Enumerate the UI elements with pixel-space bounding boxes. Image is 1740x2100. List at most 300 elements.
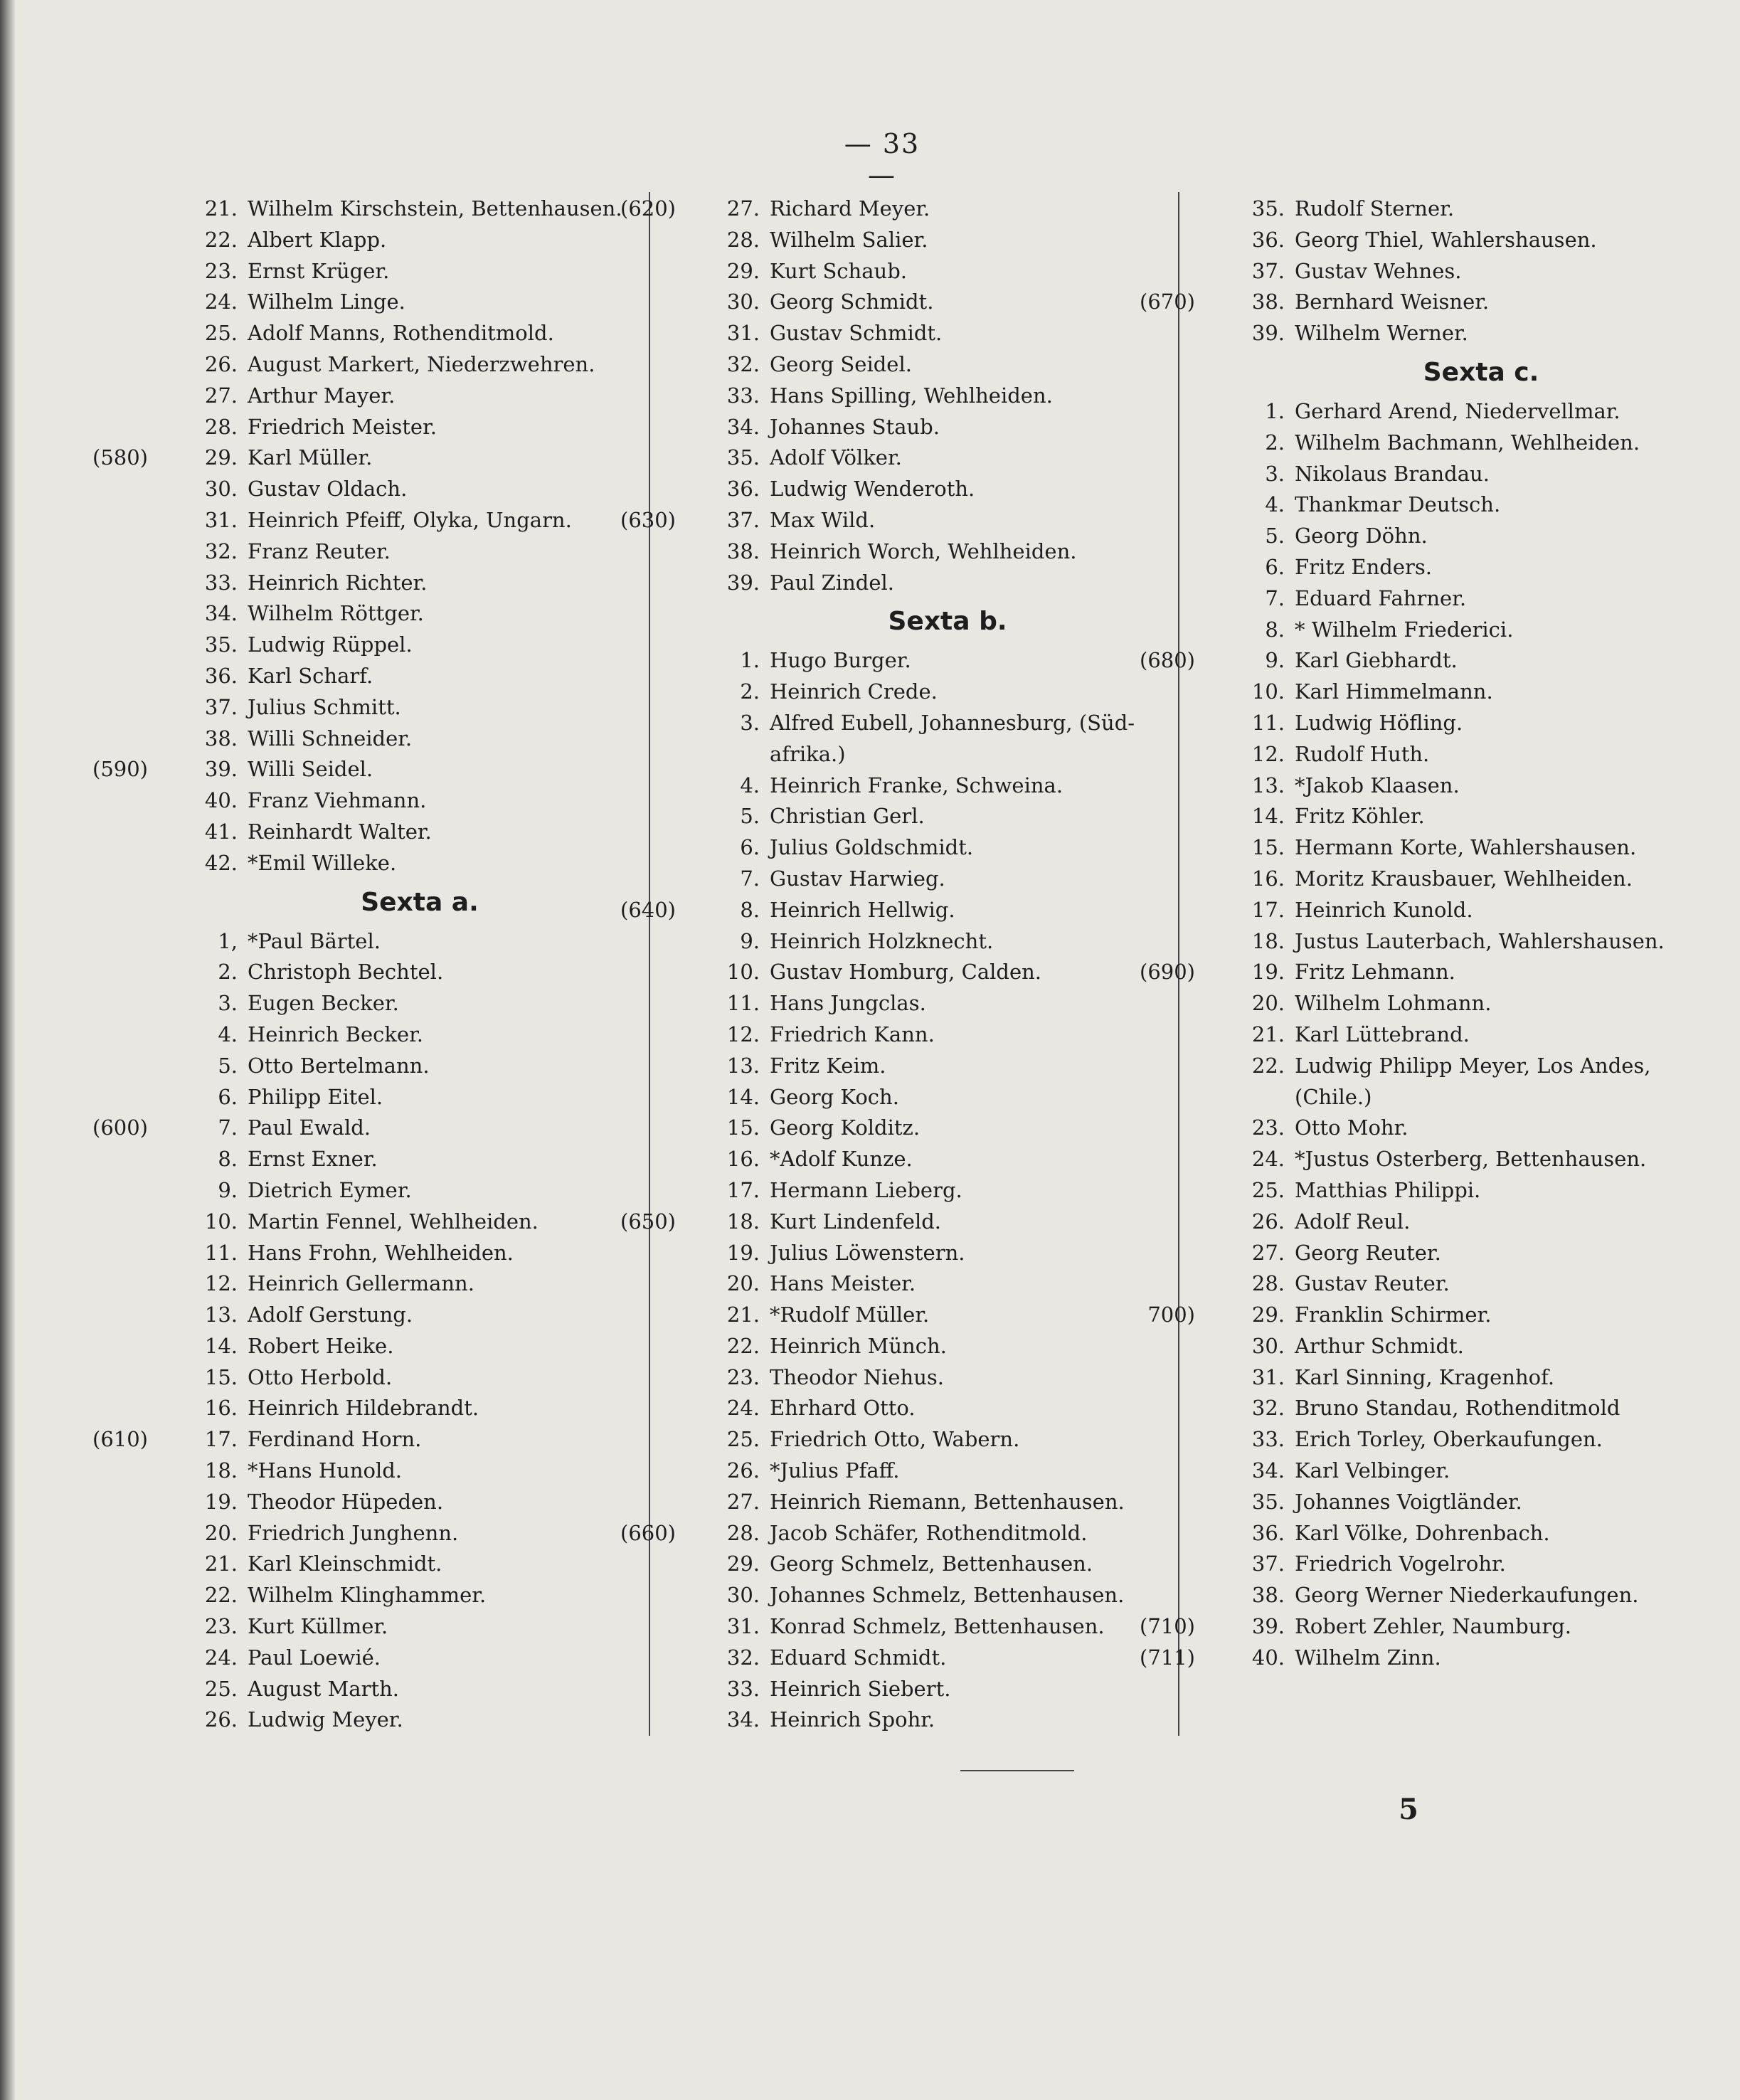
list-item bbox=[1239, 801, 1723, 832]
entry-number: 37. bbox=[204, 694, 238, 719]
list-item bbox=[1239, 1424, 1723, 1455]
student-name: afrika.) bbox=[770, 741, 846, 766]
list-item bbox=[720, 1238, 1175, 1269]
entry-number: 1, bbox=[218, 928, 238, 953]
entry-number: 25. bbox=[726, 1427, 760, 1452]
col1-entries-sexta-a bbox=[92, 926, 647, 1736]
list-item bbox=[720, 708, 1175, 739]
list-item bbox=[1239, 552, 1723, 583]
entry-number: 22. bbox=[726, 1333, 760, 1358]
list-item bbox=[1239, 1175, 1723, 1207]
entry-number: 37. bbox=[1251, 1552, 1285, 1576]
entry-number: 24. bbox=[726, 1396, 760, 1421]
student-name: Fritz Lehmann. bbox=[1295, 960, 1455, 985]
entry-number: 40. bbox=[204, 788, 238, 813]
list-item bbox=[1239, 1549, 1723, 1580]
list-item bbox=[1239, 583, 1723, 615]
entry-number: 23. bbox=[204, 258, 238, 283]
student-name: Arthur Schmidt. bbox=[1295, 1333, 1464, 1358]
student-name: Friedrich Vogelrohr. bbox=[1295, 1552, 1506, 1576]
list-item bbox=[1147, 1300, 1723, 1331]
entry-number: 34. bbox=[726, 1707, 760, 1732]
list-item bbox=[720, 801, 1175, 832]
running-count-mark: (590) bbox=[92, 757, 148, 782]
student-name: Karl Sinning, Kragenhof. bbox=[1295, 1364, 1555, 1389]
entry-number: 9. bbox=[218, 1177, 238, 1202]
entry-number: 17. bbox=[1251, 897, 1285, 922]
entry-number: 10. bbox=[204, 1209, 238, 1234]
entry-number: 19. bbox=[1251, 960, 1285, 985]
list-item bbox=[192, 1268, 647, 1300]
list-item bbox=[1239, 396, 1723, 428]
running-count-mark: 700) bbox=[1147, 1303, 1195, 1327]
student-name: Kurt Schaub. bbox=[770, 258, 907, 283]
list-item bbox=[1140, 957, 1723, 988]
student-name: Kurt Küllmer. bbox=[248, 1614, 388, 1639]
student-name: Justus Lauterbach, Wahlershausen. bbox=[1295, 928, 1665, 953]
list-item bbox=[1239, 428, 1723, 459]
student-name: *Emil Willeke. bbox=[248, 850, 397, 875]
list-item bbox=[192, 848, 647, 879]
entry-number: 21. bbox=[726, 1303, 760, 1327]
list-item bbox=[720, 474, 1175, 505]
running-count-mark: (680) bbox=[1140, 648, 1195, 673]
student-name: Alfred Eubell, Johannesburg, (Süd- bbox=[770, 710, 1135, 735]
student-name: Heinrich Hildebrandt. bbox=[248, 1396, 479, 1421]
list-item bbox=[1239, 926, 1723, 958]
running-count-mark: (620) bbox=[620, 196, 676, 221]
entry-number: 23. bbox=[204, 1614, 238, 1639]
list-item bbox=[720, 1175, 1175, 1207]
list-item bbox=[720, 957, 1175, 988]
entry-number: 29. bbox=[1251, 1303, 1285, 1327]
list-item bbox=[192, 1580, 647, 1611]
entry-number: 6. bbox=[218, 1084, 238, 1109]
list-item bbox=[720, 256, 1175, 287]
student-name: Heinrich Richter. bbox=[248, 570, 428, 595]
list-item bbox=[192, 1300, 647, 1331]
entry-number: 39. bbox=[1251, 1614, 1285, 1639]
student-name: Karl Müller. bbox=[248, 445, 373, 470]
student-name: Wilhelm Röttger. bbox=[248, 601, 424, 626]
student-name: Adolf Manns, Rothenditmold. bbox=[248, 321, 554, 346]
list-item bbox=[192, 1331, 647, 1362]
list-item bbox=[1239, 615, 1723, 646]
student-name: Willi Schneider. bbox=[248, 726, 413, 751]
entry-number: 36. bbox=[1251, 227, 1285, 252]
entry-number: 33. bbox=[726, 383, 760, 408]
list-item bbox=[192, 598, 647, 630]
student-name: Georg Schmidt. bbox=[770, 290, 934, 314]
list-item bbox=[1239, 318, 1723, 349]
entry-number: 33. bbox=[726, 1676, 760, 1701]
student-name: Robert Heike. bbox=[248, 1333, 394, 1358]
entry-number: 32. bbox=[726, 351, 760, 376]
entry-number: 41. bbox=[204, 819, 238, 844]
list-item bbox=[192, 349, 647, 381]
entry-number: 38. bbox=[726, 539, 760, 563]
section-heading-sexta-a: Sexta a. bbox=[361, 887, 479, 917]
entry-number: 13. bbox=[204, 1303, 238, 1327]
list-item bbox=[192, 1643, 647, 1674]
entry-number: 6. bbox=[740, 835, 760, 860]
col3-entries-top bbox=[1140, 193, 1723, 349]
student-name: Paul Zindel. bbox=[770, 570, 894, 595]
entry-number: 17. bbox=[204, 1427, 238, 1452]
list-item bbox=[1239, 864, 1723, 895]
student-name: Franz Viehmann. bbox=[248, 788, 427, 813]
list-item bbox=[1239, 1268, 1723, 1300]
entry-number: 30. bbox=[726, 290, 760, 314]
running-count-mark: (690) bbox=[1140, 960, 1195, 985]
entry-number: 35. bbox=[204, 632, 238, 657]
student-name: Friedrich Otto, Wabern. bbox=[770, 1427, 1020, 1452]
entry-number: 22. bbox=[204, 1583, 238, 1608]
entry-number: 16. bbox=[1251, 866, 1285, 891]
list-item bbox=[720, 1487, 1175, 1518]
list-item bbox=[1239, 1393, 1723, 1424]
student-name: Dietrich Eymer. bbox=[248, 1177, 412, 1202]
list-item bbox=[192, 1487, 647, 1518]
entry-number: 5. bbox=[218, 1053, 238, 1078]
entry-number: 8. bbox=[740, 897, 760, 922]
list-item bbox=[1239, 225, 1723, 256]
running-count-mark: (650) bbox=[620, 1209, 676, 1234]
running-count-mark: (670) bbox=[1140, 290, 1195, 314]
entry-number: 7. bbox=[740, 866, 760, 891]
list-item bbox=[192, 1518, 647, 1549]
student-name: Heinrich Franke, Schweina. bbox=[770, 773, 1063, 797]
column-divider-left bbox=[649, 192, 650, 1736]
list-item bbox=[192, 692, 647, 723]
student-name: Albert Klapp. bbox=[248, 227, 387, 252]
student-name: Ludwig Rüppel. bbox=[248, 632, 413, 657]
entry-number: 2. bbox=[1265, 430, 1285, 455]
entry-number: 3. bbox=[740, 710, 760, 735]
entry-number: 29. bbox=[726, 1552, 760, 1576]
entry-number: 9. bbox=[1265, 648, 1285, 673]
student-name: Gustav Schmidt. bbox=[770, 321, 943, 346]
list-item bbox=[720, 412, 1175, 443]
student-name: Kurt Lindenfeld. bbox=[770, 1209, 942, 1234]
list-item bbox=[720, 1051, 1175, 1082]
student-name: Wilhelm Zinn. bbox=[1295, 1645, 1441, 1670]
list-item bbox=[720, 1362, 1175, 1394]
student-name: Arthur Mayer. bbox=[248, 383, 396, 408]
list-item bbox=[192, 381, 647, 412]
student-name: *Justus Osterberg, Bettenhausen. bbox=[1295, 1147, 1647, 1172]
student-name: Heinrich Gellermann. bbox=[248, 1271, 474, 1296]
entry-number: 36. bbox=[1251, 1520, 1285, 1545]
student-name: Julius Löwenstern. bbox=[770, 1240, 965, 1265]
student-name: Friedrich Junghenn. bbox=[248, 1520, 459, 1545]
student-name: Adolf Völker. bbox=[770, 445, 902, 470]
student-name: Karl Giebhardt. bbox=[1295, 648, 1458, 673]
student-name: Otto Mohr. bbox=[1295, 1115, 1409, 1140]
entry-number: 21. bbox=[1251, 1022, 1285, 1046]
entry-number: 33. bbox=[204, 570, 238, 595]
student-name: Hans Jungclas. bbox=[770, 991, 926, 1016]
list-item bbox=[192, 1549, 647, 1580]
student-name: Reinhardt Walter. bbox=[248, 819, 432, 844]
entry-number: 29. bbox=[726, 258, 760, 283]
list-item bbox=[192, 723, 647, 755]
student-name: Gustav Oldach. bbox=[248, 477, 408, 502]
list-item bbox=[92, 1424, 647, 1455]
entry-number: 37. bbox=[1251, 258, 1285, 283]
student-name: Adolf Gerstung. bbox=[248, 1303, 413, 1327]
list-item bbox=[1239, 1362, 1723, 1394]
list-item bbox=[1239, 770, 1723, 802]
student-name: Hermann Lieberg. bbox=[770, 1177, 962, 1202]
entry-number: 7. bbox=[1265, 585, 1285, 610]
entry-number: 20. bbox=[1251, 991, 1285, 1016]
entry-number: 31. bbox=[1251, 1364, 1285, 1389]
student-name: Hans Frohn, Wehlheiden. bbox=[248, 1240, 514, 1265]
student-name: Georg Döhn. bbox=[1295, 524, 1428, 548]
entry-number: 34. bbox=[1251, 1458, 1285, 1483]
entry-number: 28. bbox=[204, 414, 238, 439]
list-item bbox=[720, 318, 1175, 349]
student-name: Johannes Schmelz, Bettenhausen. bbox=[770, 1583, 1125, 1608]
student-name: Friedrich Kann. bbox=[770, 1022, 935, 1046]
running-count-mark: (600) bbox=[92, 1115, 148, 1140]
list-item bbox=[720, 1268, 1175, 1300]
student-name: *Jakob Klaasen. bbox=[1295, 773, 1460, 797]
list-item bbox=[1239, 1238, 1723, 1269]
entry-number: 26. bbox=[726, 1458, 760, 1483]
entry-number: 21. bbox=[204, 1552, 238, 1576]
student-name: Ludwig Wenderoth. bbox=[770, 477, 975, 502]
student-name: Hugo Burger. bbox=[770, 648, 911, 673]
student-name: Heinrich Worch, Wehlheiden. bbox=[770, 539, 1077, 563]
list-item bbox=[720, 1300, 1175, 1331]
entry-number: 18. bbox=[726, 1209, 760, 1234]
list-item bbox=[720, 1549, 1175, 1580]
student-name: Gerhard Arend, Niedervellmar. bbox=[1295, 398, 1620, 423]
entry-number: 32. bbox=[726, 1645, 760, 1670]
signature-mark: 5 bbox=[1399, 1793, 1418, 1826]
student-name: Jacob Schäfer, Rothenditmold. bbox=[770, 1520, 1088, 1545]
entry-number: 28. bbox=[726, 227, 760, 252]
student-name: Gustav Homburg, Calden. bbox=[770, 960, 1041, 985]
entry-number: 26. bbox=[204, 351, 238, 376]
entry-number: 3. bbox=[1265, 461, 1285, 486]
student-name: Hans Spilling, Wehlheiden. bbox=[770, 383, 1053, 408]
student-name: Hermann Korte, Wahlershausen. bbox=[1295, 835, 1637, 860]
entry-number: 35. bbox=[726, 445, 760, 470]
student-name: Heinrich Münch. bbox=[770, 1333, 947, 1358]
entry-number: 39. bbox=[1251, 321, 1285, 346]
entry-number: 20. bbox=[204, 1520, 238, 1545]
list-item bbox=[720, 677, 1175, 708]
list-item bbox=[1239, 1455, 1723, 1487]
entry-number: 39. bbox=[726, 570, 760, 595]
student-name: Christoph Bechtel. bbox=[248, 960, 444, 985]
entry-number: 16. bbox=[726, 1147, 760, 1172]
student-name: Adolf Reul. bbox=[1295, 1209, 1411, 1234]
scan-edge-shadow bbox=[0, 0, 16, 2100]
entry-number: 5. bbox=[1265, 524, 1285, 548]
list-item bbox=[620, 1518, 1175, 1549]
student-name: Franklin Schirmer. bbox=[1295, 1303, 1492, 1327]
list-item bbox=[1239, 256, 1723, 287]
student-name: Georg Kolditz. bbox=[770, 1115, 921, 1140]
student-name: Heinrich Kunold. bbox=[1295, 897, 1473, 922]
entry-number: 27. bbox=[1251, 1240, 1285, 1265]
entry-number: 13. bbox=[1251, 773, 1285, 797]
list-item bbox=[192, 1611, 647, 1643]
list-item bbox=[1239, 459, 1723, 490]
entry-number: 27. bbox=[726, 1489, 760, 1514]
entry-number: 30. bbox=[726, 1583, 760, 1608]
section-heading-sexta-b: Sexta b. bbox=[888, 607, 1007, 637]
page-number: — 33 — bbox=[844, 128, 921, 191]
student-name: Fritz Enders. bbox=[1295, 554, 1432, 579]
list-item bbox=[720, 1455, 1175, 1487]
list-item bbox=[192, 256, 647, 287]
list-item bbox=[192, 1238, 647, 1269]
student-name: Wilhelm Linge. bbox=[248, 290, 405, 314]
entry-number: 39. bbox=[204, 757, 238, 782]
student-name: Wilhelm Lohmann. bbox=[1295, 991, 1492, 1016]
entry-number: 34. bbox=[204, 601, 238, 626]
student-name: Hans Meister. bbox=[770, 1271, 916, 1296]
entry-number: 25. bbox=[1251, 1177, 1285, 1202]
entry-number: 31. bbox=[204, 507, 238, 532]
student-name: Heinrich Pfeiff, Olyka, Ungarn. bbox=[248, 507, 572, 532]
list-item bbox=[1239, 1331, 1723, 1362]
list-item bbox=[192, 318, 647, 349]
col1-entries-top bbox=[92, 193, 647, 879]
entry-number: 36. bbox=[204, 663, 238, 688]
end-rule bbox=[960, 1770, 1074, 1771]
student-name: August Marth. bbox=[248, 1676, 400, 1701]
list-item bbox=[1239, 1580, 1723, 1611]
list-item bbox=[1239, 1051, 1723, 1082]
entry-number: 18. bbox=[1251, 928, 1285, 953]
running-count-mark: (630) bbox=[620, 507, 676, 532]
entry-number: 13. bbox=[726, 1053, 760, 1078]
list-item bbox=[1239, 1113, 1723, 1144]
student-name: Georg Thiel, Wahlershausen. bbox=[1295, 227, 1597, 252]
list-item bbox=[1239, 1487, 1723, 1518]
entry-number: 12. bbox=[204, 1271, 238, 1296]
student-name: *Hans Hunold. bbox=[248, 1458, 403, 1483]
list-item bbox=[720, 645, 1175, 677]
student-name: Heinrich Spohr. bbox=[770, 1707, 935, 1732]
student-name: Georg Reuter. bbox=[1295, 1240, 1441, 1265]
entry-number: 15. bbox=[204, 1364, 238, 1389]
student-name: Bruno Standau, Rothenditmold bbox=[1295, 1396, 1620, 1421]
student-name: August Markert, Niederzwehren. bbox=[248, 351, 595, 376]
entry-number: 29. bbox=[204, 445, 238, 470]
entry-number: 25. bbox=[204, 1676, 238, 1701]
student-name: Richard Meyer. bbox=[770, 196, 930, 221]
list-item bbox=[1239, 1019, 1723, 1051]
entry-number: 23. bbox=[1251, 1115, 1285, 1140]
list-item bbox=[720, 832, 1175, 864]
list-item bbox=[620, 1207, 1175, 1238]
entry-number: 27. bbox=[726, 196, 760, 221]
student-name: Nikolaus Brandau. bbox=[1295, 461, 1490, 486]
entry-number: 17. bbox=[726, 1177, 760, 1202]
entry-number: 38. bbox=[1251, 1583, 1285, 1608]
list-item bbox=[1239, 895, 1723, 926]
student-name: Heinrich Hellwig. bbox=[770, 897, 955, 922]
student-name: Wilhelm Werner. bbox=[1295, 321, 1468, 346]
student-name: Heinrich Riemann, Bettenhausen. bbox=[770, 1489, 1125, 1514]
student-name: Ferdinand Horn. bbox=[248, 1427, 422, 1452]
student-name: Heinrich Holzknecht. bbox=[770, 928, 994, 953]
col3-entries-sexta-c bbox=[1140, 396, 1723, 1674]
list-item bbox=[720, 442, 1175, 474]
list-item bbox=[192, 661, 647, 692]
list-item bbox=[192, 1362, 647, 1394]
student-name: Philipp Eitel. bbox=[248, 1084, 383, 1109]
student-name: Thankmar Deutsch. bbox=[1295, 492, 1501, 517]
list-item bbox=[192, 225, 647, 256]
entry-number: 24. bbox=[204, 290, 238, 314]
student-name: Erich Torley, Oberkaufungen. bbox=[1295, 1427, 1603, 1452]
entry-number: 23. bbox=[726, 1364, 760, 1389]
entry-number: 35. bbox=[1251, 196, 1285, 221]
student-name: Max Wild. bbox=[770, 507, 876, 532]
student-name: Gustav Wehnes. bbox=[1295, 258, 1462, 283]
list-item bbox=[720, 1704, 1175, 1736]
entry-number: 25. bbox=[204, 321, 238, 346]
list-item bbox=[192, 817, 647, 848]
list-item bbox=[1239, 489, 1723, 521]
student-name: Georg Schmelz, Bettenhausen. bbox=[770, 1552, 1093, 1576]
list-item bbox=[1239, 739, 1723, 770]
list-item bbox=[192, 1455, 647, 1487]
list-item bbox=[192, 1144, 647, 1175]
list-item bbox=[720, 1424, 1175, 1455]
student-name: Wilhelm Kirschstein, Bettenhausen. bbox=[248, 196, 622, 221]
student-name: Otto Bertelmann. bbox=[248, 1053, 430, 1078]
list-item bbox=[1239, 988, 1723, 1019]
list-item bbox=[92, 442, 647, 474]
entry-number: 10. bbox=[726, 960, 760, 985]
entry-number: 4. bbox=[740, 773, 760, 797]
entry-number: 20. bbox=[726, 1271, 760, 1296]
student-name: Paul Loewié. bbox=[248, 1645, 381, 1670]
entry-number: 11. bbox=[726, 991, 760, 1016]
student-name: Karl Scharf. bbox=[248, 663, 373, 688]
student-name: Otto Herbold. bbox=[248, 1364, 393, 1389]
entry-number: 19. bbox=[726, 1240, 760, 1265]
list-item bbox=[720, 1144, 1175, 1175]
entry-number: 31. bbox=[726, 1614, 760, 1639]
list-item bbox=[92, 754, 647, 785]
student-name: Theodor Niehus. bbox=[770, 1364, 945, 1389]
list-item bbox=[192, 1019, 647, 1051]
entry-number: 26. bbox=[1251, 1209, 1285, 1234]
list-item bbox=[192, 1051, 647, 1082]
list-item bbox=[192, 1674, 647, 1705]
running-count-mark: (711) bbox=[1140, 1645, 1195, 1670]
list-item bbox=[720, 1113, 1175, 1144]
entry-number: 12. bbox=[726, 1022, 760, 1046]
student-name: Wilhelm Klinghammer. bbox=[248, 1583, 487, 1608]
entry-number: 4. bbox=[1265, 492, 1285, 517]
student-name: Karl Himmelmann. bbox=[1295, 679, 1493, 704]
list-item bbox=[192, 630, 647, 661]
list-item bbox=[192, 926, 647, 958]
list-item bbox=[1239, 708, 1723, 739]
entry-number: 36. bbox=[726, 477, 760, 502]
